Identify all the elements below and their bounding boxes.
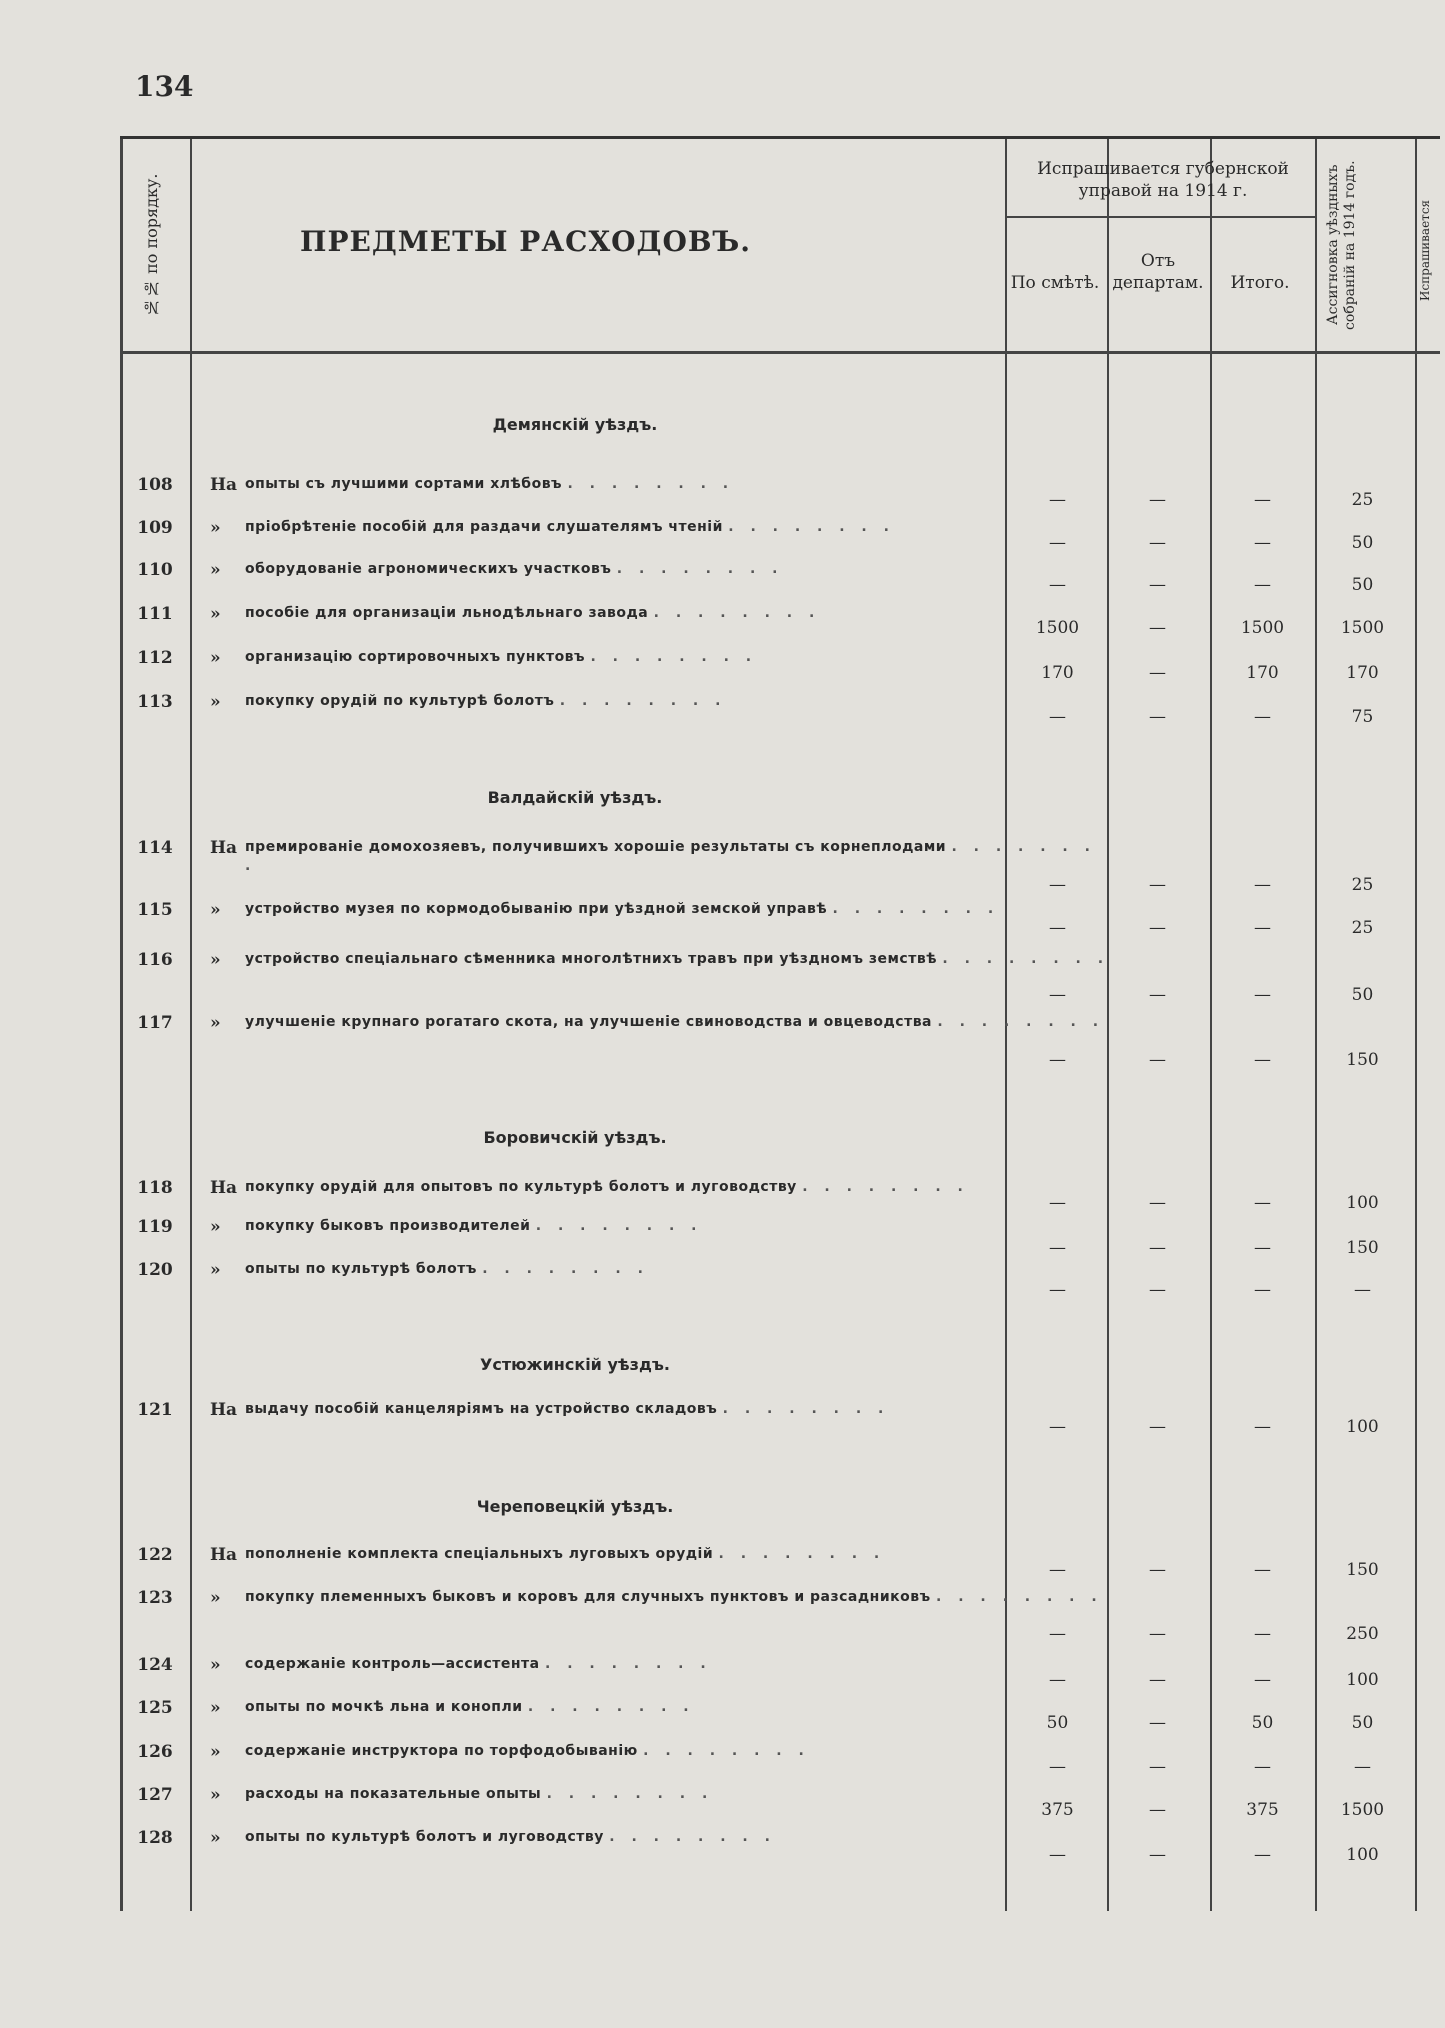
row-description: улучшеніе крупнаго рогатаго скота, на улучшеніе свиноводства и овцеводства . . . . . . . . — [245, 1014, 1105, 1030]
row-prefix: » — [210, 1828, 221, 1848]
value-depart: — — [1149, 707, 1166, 727]
value-smeta: — — [1049, 533, 1066, 553]
value-assign: 250 — [1346, 1624, 1379, 1644]
value-assign: 25 — [1351, 875, 1374, 895]
value-smeta: — — [1049, 1757, 1066, 1777]
value-itogo: 1500 — [1240, 618, 1285, 638]
row-number: 122 — [137, 1545, 173, 1565]
value-depart: — — [1149, 533, 1166, 553]
value-assign: 75 — [1351, 707, 1374, 727]
value-depart: — — [1149, 1193, 1166, 1213]
value-assign: — — [1354, 1280, 1371, 1300]
row-description: организацію сортировочныхъ пунктовъ . . . . . . . . — [245, 649, 758, 665]
row-description: содержаніе контроль—ассистента . . . . . . . . — [245, 1656, 712, 1672]
row-number: 124 — [137, 1655, 173, 1675]
value-smeta: — — [1049, 1560, 1066, 1580]
value-smeta: — — [1049, 1417, 1066, 1437]
row-description: пособіе для организаціи льнодѣльнаго завода . . . . . . . . — [245, 605, 821, 621]
main-title: ПРЕДМЕТЫ РАСХОДОВЪ. — [300, 225, 752, 258]
value-itogo: — — [1254, 1560, 1271, 1580]
row-description: покупку быковъ производителей . . . . . . . . — [245, 1218, 703, 1234]
value-itogo: — — [1254, 875, 1271, 895]
value-smeta: 50 — [1046, 1713, 1069, 1733]
value-assign: 25 — [1351, 490, 1374, 510]
row-prefix: На — [210, 838, 238, 858]
value-itogo: — — [1254, 1238, 1271, 1258]
row-prefix: » — [210, 1698, 221, 1718]
col-divider — [1210, 139, 1212, 1911]
row-number: 114 — [137, 838, 173, 858]
value-smeta: — — [1049, 1280, 1066, 1300]
value-smeta: — — [1049, 1193, 1066, 1213]
row-number: 111 — [137, 604, 173, 624]
value-smeta: 375 — [1041, 1800, 1074, 1820]
row-description: опыты по культурѣ болотъ . . . . . . . . — [245, 1261, 649, 1277]
value-itogo: — — [1254, 1050, 1271, 1070]
value-itogo: — — [1254, 985, 1271, 1005]
row-description: содержаніе инструктора по торфодобыванію . . . . . . . . — [245, 1743, 810, 1759]
value-assign: 100 — [1346, 1417, 1379, 1437]
row-prefix: » — [210, 1742, 221, 1762]
row-description: расходы на показательные опыты . . . . . . . . — [245, 1786, 714, 1802]
row-description: выдачу пособій канцеляріямъ на устройство складовъ . . . . . . . . — [245, 1401, 890, 1417]
row-number: 116 — [137, 950, 173, 970]
section-title: Демянскій уѣздъ. — [492, 415, 658, 434]
header-col-last: Испрашивается — [1418, 199, 1432, 301]
value-depart: — — [1149, 1757, 1166, 1777]
value-assign: 50 — [1351, 533, 1374, 553]
value-depart: — — [1149, 1800, 1166, 1820]
row-description: покупку племенныхъ быковъ и коровъ для случныхъ пунктовъ и разсадниковъ . . . . . . . . — [245, 1589, 1103, 1605]
row-description: пополненіе комплекта спеціальныхъ луговыхъ орудій . . . . . . . . — [245, 1546, 886, 1562]
value-itogo: 50 — [1251, 1713, 1274, 1733]
header-col-depart: Отъ департам. — [1112, 251, 1204, 294]
row-number: 126 — [137, 1742, 173, 1762]
header-subdivider — [1005, 216, 1315, 218]
row-description: устройство музея по кормодобыванію при уѣздной земской управѣ . . . . . . . . — [245, 901, 1000, 917]
row-prefix: » — [210, 1013, 221, 1033]
header-group: Испрашивается губернской управой на 1914 г. — [1037, 159, 1289, 202]
row-prefix: » — [210, 648, 221, 668]
row-prefix: На — [210, 475, 238, 495]
row-prefix: » — [210, 1260, 221, 1280]
value-depart: — — [1149, 1845, 1166, 1865]
value-depart: — — [1149, 1624, 1166, 1644]
row-description: оборудованіе агрономическихъ участковъ . . . . . . . . — [245, 561, 784, 577]
row-number: 128 — [137, 1828, 173, 1848]
value-smeta: — — [1049, 1670, 1066, 1690]
value-smeta: 1500 — [1035, 618, 1080, 638]
value-assign: 150 — [1346, 1050, 1379, 1070]
value-itogo: — — [1254, 1417, 1271, 1437]
value-depart: — — [1149, 1713, 1166, 1733]
value-itogo: 170 — [1246, 663, 1279, 683]
value-depart: — — [1149, 575, 1166, 595]
row-prefix: » — [210, 1588, 221, 1608]
value-itogo: — — [1254, 707, 1271, 727]
value-depart: — — [1149, 918, 1166, 938]
row-description: опыты по культурѣ болотъ и луговодству . . . . . . . . — [245, 1829, 776, 1845]
value-assign: 1500 — [1340, 1800, 1385, 1820]
value-depart: — — [1149, 985, 1166, 1005]
header-col-no: №№ по порядку. — [142, 173, 161, 317]
value-depart: — — [1149, 1280, 1166, 1300]
row-description: пріобрѣтеніе пособій для раздачи слушателямъ чтеній . . . . . . . . — [245, 519, 895, 535]
value-assign: 100 — [1346, 1845, 1379, 1865]
header-divider — [120, 351, 1440, 354]
row-prefix: » — [210, 1655, 221, 1675]
value-smeta: — — [1049, 875, 1066, 895]
row-description: устройство спеціальнаго сѣменника многолѣтнихъ травъ при уѣздномъ земствѣ . . . . . . . . — [245, 951, 1110, 967]
section-title: Устюжинскій уѣздъ. — [480, 1355, 670, 1374]
value-smeta: — — [1049, 985, 1066, 1005]
row-number: 121 — [137, 1400, 173, 1420]
row-number: 110 — [137, 560, 173, 580]
value-assign: — — [1354, 1757, 1371, 1777]
row-description: опыты съ лучшими сортами хлѣбовъ . . . . . . . . — [245, 476, 735, 492]
row-number: 125 — [137, 1698, 173, 1718]
value-itogo: — — [1254, 575, 1271, 595]
value-depart: — — [1149, 1238, 1166, 1258]
value-itogo: — — [1254, 533, 1271, 553]
value-itogo: — — [1254, 1280, 1271, 1300]
row-prefix: » — [210, 560, 221, 580]
value-smeta: — — [1049, 1845, 1066, 1865]
row-description: покупку орудій для опытовъ по культурѣ болотъ и луговодству . . . . . . . . — [245, 1179, 969, 1195]
col-divider — [1415, 139, 1417, 1911]
row-number: 112 — [137, 648, 173, 668]
section-title: Валдайскій уѣздъ. — [487, 788, 663, 807]
header-col-itogo: Итого. — [1230, 273, 1290, 293]
value-assign: 170 — [1346, 663, 1379, 683]
row-number: 113 — [137, 692, 173, 712]
value-itogo: — — [1254, 490, 1271, 510]
row-prefix: » — [210, 1217, 221, 1237]
row-description: покупку орудій по культурѣ болотъ . . . . . . . . — [245, 693, 727, 709]
row-prefix: » — [210, 604, 221, 624]
row-description: опыты по мочкѣ льна и конопли . . . . . . . . — [245, 1699, 695, 1715]
row-number: 119 — [137, 1217, 173, 1237]
value-depart: — — [1149, 1560, 1166, 1580]
value-assign: 100 — [1346, 1670, 1379, 1690]
value-smeta: — — [1049, 575, 1066, 595]
value-smeta: — — [1049, 707, 1066, 727]
page-number: 134 — [135, 70, 194, 103]
col-divider — [1315, 139, 1317, 1911]
header-col-smeta: По смѣтѣ. — [1010, 273, 1100, 293]
value-itogo: 375 — [1246, 1800, 1279, 1820]
row-prefix: » — [210, 1785, 221, 1805]
value-assign: 50 — [1351, 985, 1374, 1005]
value-depart: — — [1149, 490, 1166, 510]
value-assign: 100 — [1346, 1193, 1379, 1213]
row-prefix: » — [210, 518, 221, 538]
row-number: 118 — [137, 1178, 173, 1198]
value-depart: — — [1149, 663, 1166, 683]
value-smeta: — — [1049, 918, 1066, 938]
row-number: 109 — [137, 518, 173, 538]
col-divider — [190, 139, 192, 1911]
value-smeta: — — [1049, 1238, 1066, 1258]
row-number: 117 — [137, 1013, 173, 1033]
row-prefix: » — [210, 900, 221, 920]
header-col-assign: Ассигновка уѣздныхъ собраній на 1914 годъ. — [1325, 160, 1358, 330]
value-itogo: — — [1254, 918, 1271, 938]
value-smeta: — — [1049, 1050, 1066, 1070]
value-itogo: — — [1254, 1757, 1271, 1777]
value-smeta: — — [1049, 1624, 1066, 1644]
value-assign: 1500 — [1340, 618, 1385, 638]
row-number: 123 — [137, 1588, 173, 1608]
value-assign: 150 — [1346, 1560, 1379, 1580]
row-number: 108 — [137, 475, 173, 495]
row-number: 120 — [137, 1260, 173, 1280]
row-prefix: » — [210, 692, 221, 712]
row-number: 127 — [137, 1785, 173, 1805]
row-prefix: » — [210, 950, 221, 970]
value-smeta: — — [1049, 490, 1066, 510]
value-itogo: — — [1254, 1193, 1271, 1213]
value-itogo: — — [1254, 1670, 1271, 1690]
section-title: Боровичскій уѣздъ. — [483, 1128, 667, 1147]
value-assign: 50 — [1351, 575, 1374, 595]
value-assign: 150 — [1346, 1238, 1379, 1258]
row-description: премированіе домохозяевъ, получившихъ хорошіе результаты съ корнеплодами . . . . . . . . — [245, 839, 1096, 874]
section-title: Череповецкій уѣздъ. — [476, 1497, 674, 1516]
value-itogo: — — [1254, 1624, 1271, 1644]
value-assign: 25 — [1351, 918, 1374, 938]
value-assign: 50 — [1351, 1713, 1374, 1733]
row-prefix: На — [210, 1178, 238, 1198]
row-prefix: На — [210, 1400, 238, 1420]
row-number: 115 — [137, 900, 173, 920]
table-border-left — [120, 139, 123, 1911]
value-smeta: 170 — [1041, 663, 1074, 683]
value-depart: — — [1149, 875, 1166, 895]
value-depart: — — [1149, 1050, 1166, 1070]
value-depart: — — [1149, 1670, 1166, 1690]
value-depart: — — [1149, 618, 1166, 638]
value-itogo: — — [1254, 1845, 1271, 1865]
value-depart: — — [1149, 1417, 1166, 1437]
row-prefix: На — [210, 1545, 238, 1565]
